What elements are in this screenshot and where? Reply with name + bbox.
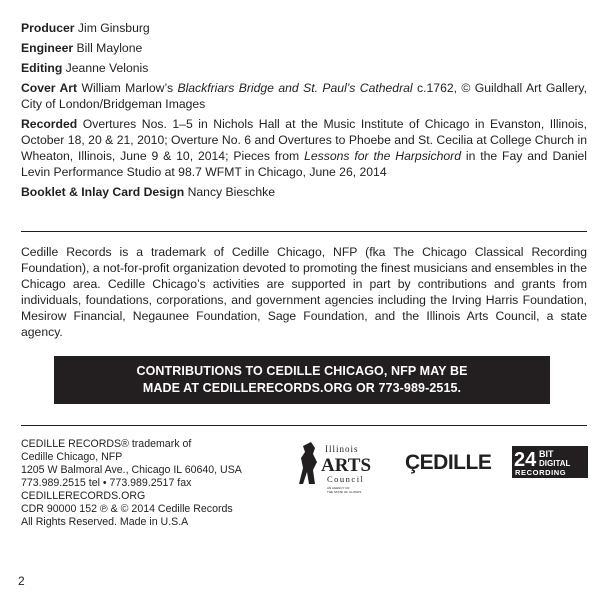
credits-section — [21, 20, 587, 204]
logo-text: RECORDING — [515, 468, 567, 477]
credit-cover-art — [21, 80, 587, 112]
credit-text: c.1762, © Guildhall Art Gallery, City of London/Bridgeman Images — [21, 81, 587, 111]
artwork-title: Blackfriars Bridge and St. Paul’s Cathedral — [177, 81, 413, 95]
label-address-block — [21, 438, 291, 529]
divider — [21, 231, 587, 232]
logo-text: Council — [327, 474, 365, 484]
cedille-logo — [405, 447, 497, 477]
credit-label: Producer — [21, 21, 75, 35]
logo-text: AN AGENCY OF — [327, 486, 350, 490]
address-line: 1205 W Balmoral Ave., Chicago IL 60640, USA — [21, 464, 242, 476]
credit-value: Bill Maylone — [73, 41, 143, 55]
logo-text: Illinois — [325, 444, 359, 454]
credit-value: Jeanne Velonis — [62, 61, 149, 75]
credit-producer — [21, 20, 587, 36]
address-line: 773.989.2515 tel • 773.989.2517 fax — [21, 477, 192, 489]
credit-label: Cover Art — [21, 81, 78, 95]
logo-text: ÇEDILLE — [405, 451, 492, 474]
credit-editing — [21, 60, 587, 76]
credit-label: Recorded — [21, 117, 78, 131]
address-line: Cedille Chicago, NFP — [21, 451, 123, 463]
address-line: CDR 90000 152 ℗ & © 2014 Cedille Records — [21, 503, 233, 515]
credit-text: Overtures Nos. 1–5 in Nichols Hall at the Music Institute of Chicago in Evanston, Illinois, October 18, 20 & 21, 2010; Overture No. 6 and Overtures to Phoebe and St. Cecilia at College Church in Wheaton, Illinois, June 9 & 10, 2014; Pieces from — [21, 117, 587, 163]
credit-label: Engineer — [21, 41, 74, 55]
label-description: Cedille Records is a trademark of Cedille Chicago, NFP (fka The Chicago Classical Recording Foundation), a not-for-profit organization devoted to promoting the finest musicians and ensembles in the Chicago area. Cedille Chicago’s activities are supported in part by contributions and grants from individuals, foundations, corporations, and government agencies including the Irving Harris Foundation, Mesirow Financial, Negaunee Foundation, Sage Foundation, and the Illinois Arts Council, a state agency. — [21, 245, 587, 339]
credit-value: Jim Ginsburg — [74, 21, 150, 35]
credit-label: Editing — [21, 61, 63, 75]
address-line: CEDILLERECORDS.ORG — [21, 490, 146, 502]
logo-text: 24 — [514, 449, 537, 471]
logo-text: ARTS — [321, 455, 372, 476]
credit-label: Booklet & Inlay Card Design — [21, 185, 185, 199]
logo-text: BIT — [539, 449, 554, 459]
address-line: CEDILLE RECORDS® trademark of — [21, 438, 192, 450]
illinois-arts-council-logo — [297, 440, 389, 496]
24-bit-recording-logo — [512, 446, 588, 478]
credit-recorded — [21, 116, 587, 180]
credit-text: in the Fay and Daniel Levin Performance Studio at 98.7 WFMT in Chicago, June 26, 2014 — [21, 149, 588, 179]
credit-value: Nancy Bieschke — [184, 185, 275, 199]
address-line: All Rights Reserved. Made in U.S.A — [21, 516, 189, 528]
credit-engineer — [21, 40, 587, 56]
work-title: Lessons for the Harpsichord — [304, 149, 461, 163]
divider — [21, 425, 587, 426]
contributions-banner — [54, 356, 550, 404]
page-number: 2 — [18, 574, 25, 588]
figure-silhouette — [299, 442, 317, 484]
banner-line: MADE AT CEDILLERECORDS.ORG OR 773-989-2515. — [142, 381, 462, 395]
logo-text: THE STATE OF ILLINOIS — [327, 490, 362, 494]
credit-booklet-design — [21, 184, 587, 200]
credit-text: William Marlow’s — [77, 81, 178, 95]
banner-line: CONTRIBUTIONS TO CEDILLE CHICAGO, NFP MAY BE — [136, 364, 468, 378]
logo-text: DIGITAL — [539, 459, 571, 468]
